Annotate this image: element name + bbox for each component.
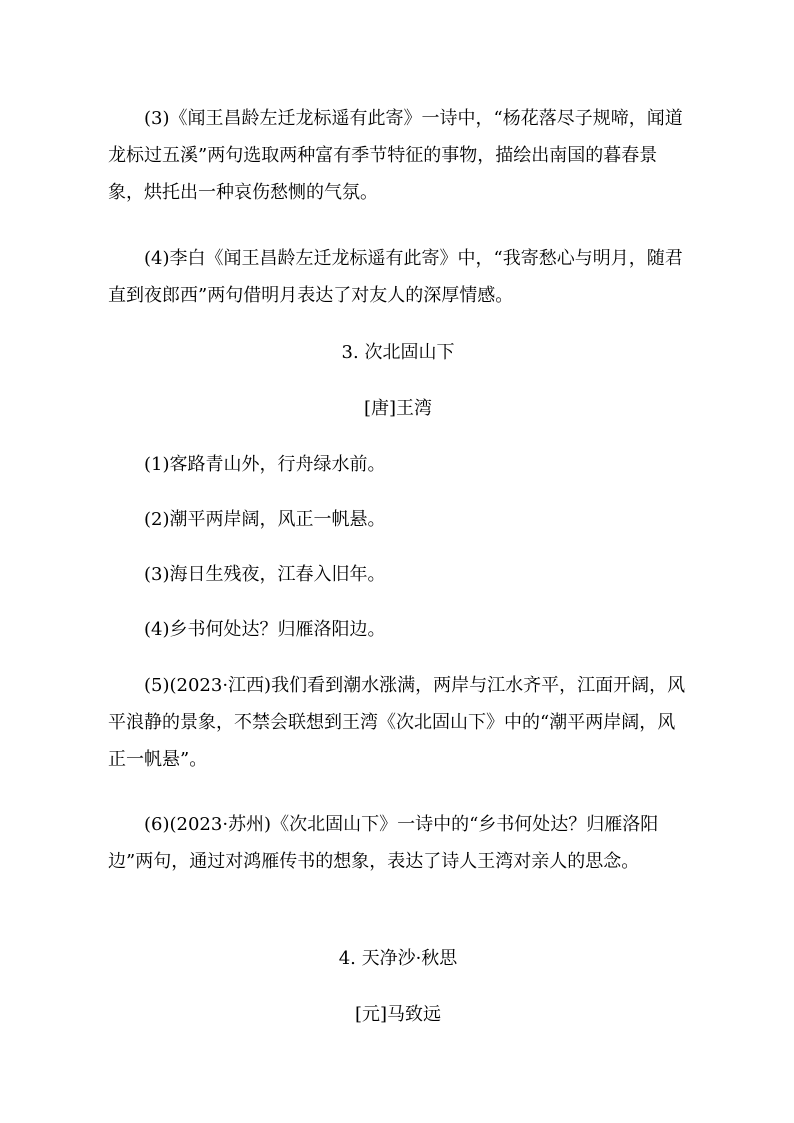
poem-line-4: (4)乡书何处达？归雁洛阳边。	[144, 619, 386, 640]
paragraph-q5-jiangxi: (5)(2023·江西)我们看到潮水涨满，两岸与江水齐平，江面开阔，风平浪静的景象，不禁会联想到王湾《次北固山下》中的“潮平两岸阔，风正一帆悬”。	[108, 675, 686, 770]
paragraph-q6-suzhou: (6)(2023·苏州)《次北固山下》一诗中的“乡书何处达？归雁洛阳边”两句，通过对鸿雁传书的想象，表达了诗人王湾对亲人的思念。	[108, 814, 659, 872]
poem-author-mazhiyuan: [元]马致远	[354, 1004, 442, 1025]
poem-title-cibeigushanxia: 3. 次北固山下	[341, 342, 455, 363]
paragraph-q4-wangchangling: (4)李白《闻王昌龄左迁龙标遥有此寄》中，“我寄愁心与明月，随君直到夜郎西”两句借明月表达了对友人的深厚情感。	[108, 248, 683, 306]
poem-line-2: (2)潮平两岸阔，风正一帆悬。	[144, 509, 386, 530]
poem-line-1: (1)客路青山外，行舟绿水前。	[144, 454, 386, 475]
paragraph-q3-wangchangling: (3)《闻王昌龄左迁龙标遥有此寄》一诗中，“杨花落尽子规啼，闻道龙标过五溪”两句选取两种富有季节特征的事物，描绘出南国的暮春景象，烘托出一种哀伤愁恻的气氛。	[108, 108, 683, 203]
poem-line-3: (3)海日生残夜，江春入旧年。	[144, 564, 386, 585]
poem-title-tianjingsha: 4. 天净沙·秋思	[338, 948, 458, 969]
poem-author-wangwan: [唐]王湾	[363, 398, 433, 419]
